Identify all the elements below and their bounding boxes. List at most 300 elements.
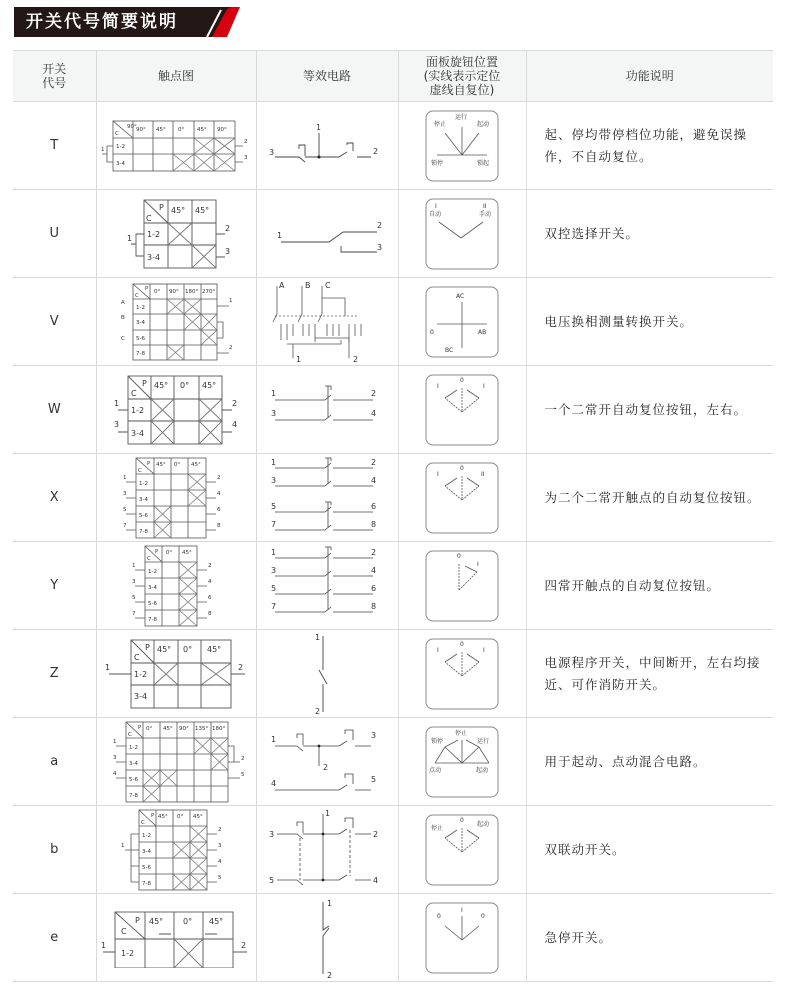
contact-chart-diagram — [111, 808, 241, 892]
circuit-diagram — [267, 380, 387, 440]
svg-text:3-4: 3-4 — [116, 160, 125, 167]
svg-text:停止: 停止 — [434, 120, 447, 128]
svg-text:45°: 45° — [156, 126, 166, 133]
switch-code: X — [13, 454, 96, 542]
svg-text:5-6: 5-6 — [142, 864, 151, 871]
svg-text:7-8: 7-8 — [128, 792, 138, 799]
column-header-function: 功能说明 — [526, 51, 773, 102]
svg-text:2: 2 — [377, 220, 383, 230]
svg-text:90°: 90° — [127, 123, 137, 130]
svg-text:停止: 停止 — [455, 729, 468, 737]
svg-text:BC: BC — [445, 346, 454, 354]
svg-text:2: 2 — [208, 562, 212, 569]
table-row — [13, 542, 773, 630]
svg-text:0°: 0° — [166, 549, 173, 556]
circuit-diagram — [267, 280, 387, 364]
svg-text:2: 2 — [373, 829, 379, 839]
svg-text:2: 2 — [240, 755, 244, 762]
function-description: 起、停均带停档位功能，避免误操作，不自动复位。 — [526, 102, 773, 190]
function-description: 一个二常开自动复位按钮，左右。 — [526, 366, 773, 454]
svg-text:1: 1 — [101, 146, 105, 153]
svg-text:1-2: 1-2 — [120, 948, 134, 958]
svg-text:I: I — [461, 906, 463, 914]
svg-text:45°: 45° — [154, 380, 169, 390]
table-row — [13, 366, 773, 454]
table-row — [13, 630, 773, 718]
svg-text:手动: 手动 — [479, 210, 492, 218]
svg-text:7: 7 — [271, 519, 277, 529]
svg-text:5-6: 5-6 — [148, 600, 157, 607]
svg-text:3: 3 — [371, 730, 377, 740]
svg-text:135°: 135° — [194, 725, 208, 732]
svg-text:90°: 90° — [178, 725, 189, 732]
svg-text:1-2: 1-2 — [148, 568, 157, 575]
svg-text:C: C — [121, 335, 125, 342]
svg-text:90°: 90° — [217, 126, 227, 133]
svg-text:0°: 0° — [180, 380, 190, 390]
svg-text:P: P — [145, 285, 149, 292]
svg-text:2: 2 — [218, 826, 222, 833]
svg-text:7: 7 — [271, 601, 277, 611]
svg-text:起动: 起动 — [476, 766, 489, 774]
svg-text:2: 2 — [229, 344, 233, 351]
equivalent-circuit — [256, 630, 398, 718]
svg-text:1: 1 — [121, 842, 125, 849]
svg-text:7-8: 7-8 — [142, 880, 151, 887]
svg-text:3-4: 3-4 — [128, 760, 138, 767]
svg-text:5: 5 — [269, 875, 275, 885]
knob-position — [398, 718, 526, 806]
svg-text:4: 4 — [373, 875, 379, 885]
svg-text:3-4: 3-4 — [148, 584, 157, 591]
contact-chart — [96, 630, 256, 718]
contact-chart — [96, 806, 256, 894]
circuit-diagram — [267, 632, 387, 716]
svg-text:P: P — [151, 812, 155, 819]
column-header-knob-position: 面板旋钮位置 (实线表示定位 虚线自复位) — [398, 51, 526, 102]
svg-text:0: 0 — [481, 912, 485, 920]
svg-text:45°: 45° — [207, 644, 222, 654]
svg-text:7-8: 7-8 — [136, 350, 145, 357]
svg-text:1: 1 — [105, 662, 111, 672]
svg-text:8: 8 — [371, 601, 377, 611]
svg-text:1-2: 1-2 — [134, 669, 148, 679]
switch-code: U — [13, 190, 96, 278]
svg-text:2: 2 — [225, 223, 231, 233]
svg-text:45°: 45° — [162, 725, 173, 732]
svg-text:C: C — [131, 388, 137, 398]
svg-text:2: 2 — [373, 146, 379, 156]
svg-text:C: C — [134, 652, 140, 662]
svg-text:2: 2 — [240, 940, 246, 950]
svg-text:0°: 0° — [182, 916, 192, 926]
svg-text:I: I — [435, 202, 437, 210]
svg-text:45°: 45° — [156, 461, 166, 468]
svg-text:6: 6 — [371, 501, 377, 511]
svg-text:II: II — [483, 202, 487, 210]
svg-text:3: 3 — [269, 829, 275, 839]
svg-text:3: 3 — [244, 154, 248, 161]
svg-text:4: 4 — [208, 578, 212, 585]
knob-position-diagram — [425, 550, 499, 622]
svg-text:2: 2 — [232, 398, 238, 408]
table-row — [13, 894, 773, 982]
svg-text:3-4: 3-4 — [147, 252, 161, 262]
svg-text:1-2: 1-2 — [116, 143, 125, 150]
svg-text:5: 5 — [240, 771, 244, 778]
knob-position-diagram — [425, 462, 499, 534]
svg-text:1-2: 1-2 — [139, 480, 148, 487]
switch-code-table — [13, 50, 773, 982]
svg-text:1-2: 1-2 — [131, 405, 145, 415]
svg-text:起动: 起动 — [477, 120, 490, 128]
knob-position-diagram — [425, 286, 499, 358]
svg-text:8: 8 — [371, 519, 377, 529]
svg-text:45°: 45° — [158, 813, 168, 820]
svg-text:3-4: 3-4 — [136, 319, 145, 326]
switch-code: T — [13, 102, 96, 190]
svg-text:1-2: 1-2 — [142, 832, 151, 839]
svg-text:0°: 0° — [178, 126, 185, 133]
contact-chart — [96, 542, 256, 630]
table-header-row — [13, 51, 773, 102]
svg-text:1-2: 1-2 — [136, 304, 145, 311]
svg-text:3: 3 — [271, 475, 277, 485]
svg-text:1: 1 — [229, 297, 233, 304]
equivalent-circuit — [256, 806, 398, 894]
svg-text:3-4: 3-4 — [134, 691, 148, 701]
svg-text:C: C — [135, 292, 139, 299]
column-header-circuit: 等效电路 — [256, 51, 398, 102]
switch-code: Z — [13, 630, 96, 718]
svg-text:0°: 0° — [177, 813, 184, 820]
svg-text:起动: 起动 — [477, 820, 490, 828]
knob-position — [398, 542, 526, 630]
svg-text:270°: 270° — [202, 288, 216, 295]
svg-text:180°: 180° — [211, 725, 225, 732]
svg-text:锁停: 锁停 — [431, 159, 444, 167]
svg-text:锁起: 锁起 — [477, 159, 490, 167]
circuit-diagram — [267, 544, 387, 628]
svg-text:2: 2 — [327, 970, 333, 980]
knob-position — [398, 278, 526, 366]
function-description: 急停开关。 — [526, 894, 773, 982]
svg-text:C: C — [146, 213, 152, 223]
table-row — [13, 454, 773, 542]
svg-text:0°: 0° — [154, 288, 161, 295]
svg-text:0: 0 — [437, 912, 441, 920]
svg-text:2: 2 — [323, 762, 329, 772]
knob-position-diagram — [425, 902, 499, 974]
svg-text:P: P — [159, 202, 164, 212]
svg-text:5: 5 — [271, 501, 277, 511]
svg-text:停止: 停止 — [431, 824, 444, 832]
knob-position-diagram — [425, 814, 499, 886]
svg-text:1: 1 — [271, 547, 277, 557]
knob-position — [398, 454, 526, 542]
svg-text:45°: 45° — [182, 549, 192, 556]
svg-text:I: I — [437, 470, 439, 478]
table-row — [13, 718, 773, 806]
svg-text:运行: 运行 — [455, 113, 468, 121]
svg-text:I: I — [477, 560, 479, 568]
contact-chart — [96, 894, 256, 982]
svg-text:AB: AB — [478, 328, 487, 336]
knob-position-diagram — [425, 726, 499, 798]
svg-text:0: 0 — [460, 464, 464, 472]
switch-code: V — [13, 278, 96, 366]
svg-text:1: 1 — [316, 122, 322, 132]
knob-position-diagram — [425, 374, 499, 446]
svg-text:1: 1 — [271, 388, 277, 398]
column-header-contact-chart: 触点图 — [96, 51, 256, 102]
svg-text:2: 2 — [244, 138, 248, 145]
switch-code: Y — [13, 542, 96, 630]
equivalent-circuit — [256, 454, 398, 542]
svg-text:45°: 45° — [157, 644, 172, 654]
contact-chart-diagram — [99, 908, 254, 968]
contact-chart — [96, 366, 256, 454]
function-description: 双联动开关。 — [526, 806, 773, 894]
svg-text:C: C — [141, 819, 145, 826]
svg-text:0°: 0° — [145, 725, 152, 732]
equivalent-circuit — [256, 190, 398, 278]
function-description: 为二个二常开触点的自动复位按钮。 — [526, 454, 773, 542]
svg-text:I: I — [483, 646, 485, 654]
svg-text:1-2: 1-2 — [147, 229, 161, 239]
table-row — [13, 190, 773, 278]
svg-text:45°: 45° — [195, 205, 210, 215]
svg-text:3: 3 — [377, 242, 383, 252]
svg-text:2: 2 — [371, 457, 377, 467]
svg-text:4: 4 — [371, 475, 377, 485]
contact-chart — [96, 190, 256, 278]
contact-chart-diagram — [104, 720, 249, 804]
svg-text:AC: AC — [456, 292, 465, 300]
svg-text:4: 4 — [232, 419, 238, 429]
svg-text:I: I — [483, 382, 485, 390]
contact-chart-diagram — [111, 456, 241, 540]
page-title: 开关代号简要说明 — [26, 12, 178, 32]
svg-text:3: 3 — [218, 842, 222, 849]
svg-text:8: 8 — [217, 522, 221, 529]
svg-text:1: 1 — [325, 808, 331, 818]
svg-text:P: P — [147, 460, 151, 467]
contact-chart-diagram — [111, 282, 241, 362]
svg-text:90°: 90° — [169, 288, 179, 295]
equivalent-circuit — [256, 718, 398, 806]
function-description: 四常开触点的自动复位按钮。 — [526, 542, 773, 630]
svg-text:3-4: 3-4 — [139, 496, 148, 503]
svg-text:点动: 点动 — [429, 766, 442, 774]
svg-text:0: 0 — [460, 376, 464, 384]
svg-text:0°: 0° — [174, 461, 181, 468]
svg-text:1: 1 — [277, 230, 283, 240]
svg-text:45°: 45° — [171, 205, 186, 215]
contact-chart-diagram — [101, 636, 251, 712]
svg-text:45°: 45° — [148, 916, 163, 926]
svg-text:7: 7 — [123, 522, 127, 529]
svg-text:1: 1 — [296, 354, 302, 364]
svg-text:5-6: 5-6 — [139, 512, 148, 519]
svg-text:P: P — [145, 642, 150, 652]
svg-text:5: 5 — [271, 583, 277, 593]
function-description: 用于起动、点动混合电路。 — [526, 718, 773, 806]
svg-text:45°: 45° — [197, 126, 207, 133]
svg-text:P: P — [155, 548, 159, 555]
svg-text:7: 7 — [132, 610, 136, 617]
contact-chart — [96, 102, 256, 190]
svg-text:0: 0 — [457, 552, 461, 560]
svg-text:3: 3 — [114, 419, 120, 429]
svg-text:1-2: 1-2 — [128, 744, 138, 751]
svg-text:运行: 运行 — [477, 737, 490, 745]
svg-text:45°: 45° — [208, 916, 223, 926]
circuit-diagram — [267, 808, 387, 892]
svg-text:1: 1 — [100, 940, 106, 950]
equivalent-circuit — [256, 278, 398, 366]
svg-text:2: 2 — [217, 474, 221, 481]
svg-text:8: 8 — [208, 610, 212, 617]
function-description: 双控选择开关。 — [526, 190, 773, 278]
svg-text:3: 3 — [271, 565, 277, 575]
svg-text:5: 5 — [132, 594, 136, 601]
svg-text:5-6: 5-6 — [128, 776, 138, 783]
svg-text:C: C — [127, 731, 132, 738]
svg-text:45°: 45° — [193, 813, 203, 820]
svg-text:1: 1 — [123, 474, 127, 481]
svg-text:4: 4 — [217, 490, 221, 497]
contact-chart — [96, 454, 256, 542]
contact-chart-diagram — [101, 116, 251, 176]
svg-text:0: 0 — [430, 328, 434, 336]
svg-text:1: 1 — [315, 632, 321, 642]
svg-text:0°: 0° — [183, 644, 193, 654]
svg-text:1: 1 — [112, 738, 116, 745]
svg-text:45°: 45° — [191, 461, 201, 468]
switch-code: e — [13, 894, 96, 982]
svg-text:3-4: 3-4 — [142, 848, 151, 855]
circuit-diagram — [267, 720, 387, 804]
equivalent-circuit — [256, 542, 398, 630]
function-description: 电压换相测量转换开关。 — [526, 278, 773, 366]
switch-code: a — [13, 718, 96, 806]
svg-text:1: 1 — [127, 233, 133, 243]
svg-text:C: C — [138, 467, 142, 474]
svg-text:A: A — [279, 280, 285, 290]
svg-text:5: 5 — [371, 774, 377, 784]
svg-text:7-8: 7-8 — [148, 616, 157, 623]
svg-text:C: C — [147, 555, 151, 562]
svg-text:B: B — [121, 314, 125, 321]
svg-text:4: 4 — [218, 858, 222, 865]
svg-text:2: 2 — [371, 547, 377, 557]
svg-text:P: P — [134, 915, 140, 925]
svg-text:A: A — [121, 299, 125, 306]
svg-text:45°: 45° — [202, 380, 217, 390]
svg-text:II: II — [481, 470, 485, 478]
contact-chart — [96, 718, 256, 806]
table-row — [13, 806, 773, 894]
svg-text:6: 6 — [217, 506, 221, 513]
svg-text:I: I — [437, 382, 439, 390]
svg-text:5-6: 5-6 — [136, 335, 145, 342]
svg-text:1: 1 — [327, 898, 333, 908]
svg-text:1: 1 — [114, 398, 120, 408]
svg-text:6: 6 — [371, 583, 377, 593]
knob-position-diagram — [425, 110, 499, 182]
circuit-diagram — [267, 204, 387, 264]
svg-text:3: 3 — [112, 754, 116, 761]
svg-text:2: 2 — [238, 662, 244, 672]
svg-text:3: 3 — [271, 408, 277, 418]
svg-text:4: 4 — [112, 770, 116, 777]
contact-chart — [96, 278, 256, 366]
knob-position — [398, 366, 526, 454]
knob-position — [398, 894, 526, 982]
circuit-diagram — [267, 456, 387, 540]
switch-code: W — [13, 366, 96, 454]
svg-text:3: 3 — [123, 490, 127, 497]
svg-text:2: 2 — [315, 706, 321, 716]
contact-chart-diagram — [111, 196, 241, 272]
contact-chart-diagram — [121, 544, 231, 628]
svg-text:锁停: 锁停 — [431, 737, 444, 745]
circuit-diagram — [267, 121, 387, 171]
svg-text:0: 0 — [460, 640, 464, 648]
svg-text:6: 6 — [208, 594, 212, 601]
svg-text:自动: 自动 — [429, 210, 442, 218]
svg-text:I: I — [437, 646, 439, 654]
circuit-diagram — [267, 896, 387, 980]
svg-text:1: 1 — [271, 734, 277, 744]
knob-position — [398, 806, 526, 894]
knob-position — [398, 630, 526, 718]
svg-text:C: C — [120, 926, 127, 936]
equivalent-circuit — [256, 102, 398, 190]
svg-text:2: 2 — [353, 354, 359, 364]
knob-position — [398, 190, 526, 278]
equivalent-circuit — [256, 894, 398, 982]
section-heading-banner — [14, 7, 240, 37]
svg-text:3: 3 — [269, 147, 275, 157]
function-description: 电源程序开关，中间断开，左右均接近、可作消防开关。 — [526, 630, 773, 718]
table-row — [13, 102, 773, 190]
svg-text:C: C — [325, 280, 331, 290]
knob-position-diagram — [425, 638, 499, 710]
svg-text:4: 4 — [371, 565, 377, 575]
switch-code: b — [13, 806, 96, 894]
svg-text:1: 1 — [132, 562, 136, 569]
table-row — [13, 278, 773, 366]
svg-text:90°: 90° — [136, 126, 146, 133]
svg-text:3-4: 3-4 — [131, 428, 145, 438]
svg-text:1: 1 — [271, 457, 277, 467]
svg-text:4: 4 — [271, 778, 277, 788]
svg-text:P: P — [137, 724, 141, 731]
svg-text:4: 4 — [371, 408, 377, 418]
svg-text:0: 0 — [460, 816, 464, 824]
svg-text:3: 3 — [132, 578, 136, 585]
column-header-code: 开关 代号 — [13, 51, 96, 102]
equivalent-circuit — [256, 366, 398, 454]
svg-text:P: P — [142, 378, 147, 388]
knob-position — [398, 102, 526, 190]
svg-text:180°: 180° — [185, 288, 199, 295]
svg-text:B: B — [305, 280, 311, 290]
contact-chart-diagram — [106, 372, 246, 448]
svg-text:2: 2 — [371, 388, 377, 398]
